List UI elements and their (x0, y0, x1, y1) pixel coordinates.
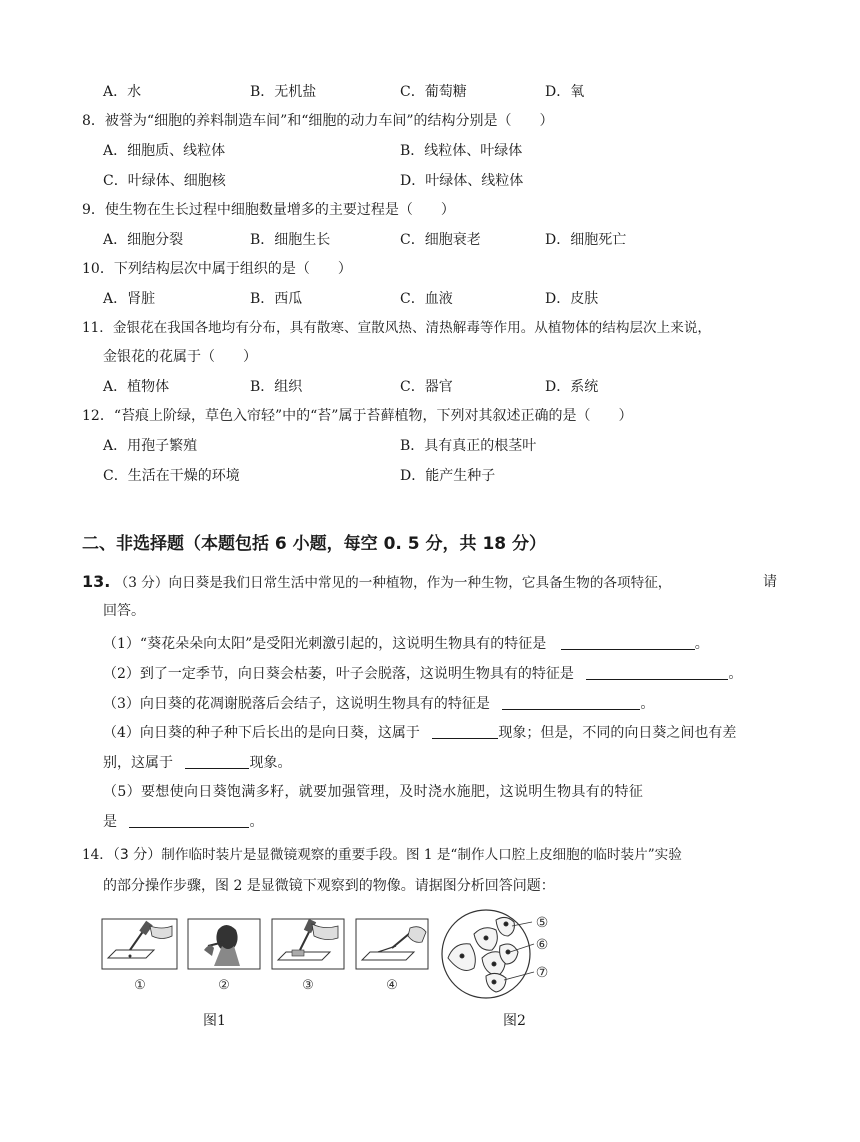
q9-option-a: A．细胞分裂 (103, 232, 184, 248)
q13-sub5-line1: （5）要想使向日葵饱满多籽，就要加强管理，及时浇水施肥，这说明生物具有的特征 (103, 784, 644, 800)
label-5: ⑤ (535, 915, 549, 931)
q13-stem-line2: 回答。 (103, 603, 145, 619)
step-2-label: ② (218, 978, 230, 993)
step-3-label: ③ (302, 978, 314, 993)
q13-sub3 (103, 694, 654, 714)
q7-option-d: D．氧 (545, 84, 585, 100)
q14-stem-line2: 的部分操作步骤，图 2 是显微镜下观察到的物像。请据图分析回答问题： (103, 878, 555, 894)
q13-sub2 (103, 664, 742, 684)
q9-option-b: B．细胞生长 (250, 232, 331, 248)
q13-number: 13. (82, 572, 111, 591)
q13-stem-text: 向日葵是我们日常生活中常见的一种植物，作为一种生物，它具备生物的各项特征， (168, 575, 672, 591)
q8-option-d: D．叶绿体、线粒体 (400, 173, 524, 189)
q7-option-b: B．无机盐 (250, 84, 317, 100)
q11-option-c: C．器官 (400, 379, 453, 395)
q8-stem: 8．被誉为“细胞的养料制造车间”和“细胞的动力车间”的结构分别是（ ） (82, 113, 554, 129)
q13-blank-1[interactable] (561, 635, 695, 650)
q13-sub2-period: 。 (728, 666, 743, 682)
figure-1-caption: 图1 (203, 1013, 226, 1029)
q11-option-d: D．系统 (545, 379, 599, 395)
q13-sub5-period: 。 (249, 814, 264, 830)
q9-option-c: C．细胞衰老 (400, 232, 481, 248)
q8-option-b: B．线粒体、叶绿体 (400, 143, 523, 159)
q11-option-b: B．组织 (250, 379, 303, 395)
q13-sub5-line2 (103, 812, 263, 832)
q13-sub2-text: （2）到了一定季节，向日葵会枯萎，叶子会脱落，这说明生物具有的特征是 (103, 666, 574, 682)
q11-option-a: A．植物体 (103, 379, 170, 395)
q13-blank-2[interactable] (586, 665, 728, 680)
q10-option-d: D．皮肤 (545, 291, 599, 307)
q13-sub4-text-d: 现象。 (249, 755, 292, 771)
q13-sub4-text-b: 现象；但是，不同的向日葵之间也有差 (498, 725, 737, 741)
q13-sub4-text-a: （4）向日葵的种子种下后长出的是向日葵，这属于 (103, 725, 420, 741)
q10-option-a: A．肾脏 (103, 291, 156, 307)
q14-number: 14． (82, 847, 113, 863)
label-6: ⑥ (535, 937, 549, 953)
figure-2-caption: 图2 (503, 1013, 526, 1029)
q12-option-c: C．生活在干燥的环境 (103, 468, 240, 484)
label-7: ⑦ (535, 965, 549, 981)
q12-option-b: B．具有真正的根茎叶 (400, 438, 537, 454)
step-1-dropper-icon (102, 919, 177, 969)
q13-stem-end: 请 (763, 574, 777, 590)
step-1-label: ① (134, 978, 146, 993)
q11-stem-line2: 金银花的花属于（ ） (103, 349, 257, 365)
q13-sub4-line2 (103, 753, 291, 773)
figure-1-steps (100, 916, 430, 996)
q14-score: （3 分） (112, 847, 162, 863)
q13-blank-4[interactable] (432, 724, 498, 739)
q7-option-a: A．水 (103, 84, 142, 100)
q9-option-d: D．细胞死亡 (545, 232, 627, 248)
figure-2-microscope-view (438, 906, 560, 1006)
q13-score: （3 分） (114, 575, 169, 591)
q13-sub1-period: 。 (694, 636, 709, 652)
q13-stem-line1 (82, 572, 671, 593)
q13-blank-6[interactable] (129, 813, 249, 828)
q10-option-c: C．血液 (400, 291, 453, 307)
q14-stem-line1 (82, 845, 682, 865)
q12-option-a: A．用孢子繁殖 (103, 438, 198, 454)
q13-sub3-period: 。 (640, 696, 655, 712)
step-4-label: ④ (386, 978, 398, 993)
q7-option-c: C．葡萄糖 (400, 84, 467, 100)
q8-option-c: C．叶绿体、细胞核 (103, 173, 226, 189)
q14-stem-text: 制作临时装片是显微镜观察的重要手段。图 1 是“制作人口腔上皮细胞的临时装片”实验 (161, 847, 682, 863)
q12-option-d: D．能产生种子 (400, 468, 496, 484)
q13-sub4-text-c: 别，这属于 (103, 755, 173, 771)
q13-sub1 (103, 634, 709, 654)
q10-option-b: B．西瓜 (250, 291, 303, 307)
q9-stem: 9．使生物在生长过程中细胞数量增多的主要过程是（ ） (82, 202, 455, 218)
step-4-coverslip-icon (356, 919, 428, 969)
step-3-stain-icon (272, 919, 344, 969)
q13-sub5-text-b: 是 (103, 814, 117, 830)
q13-sub3-text: （3）向日葵的花凋谢脱落后会结子，这说明生物具有的特征是 (103, 696, 490, 712)
q13-sub1-text: （1）“葵花朵朵向太阳”是受阳光刺激引起的，这说明生物具有的特征是 (103, 636, 547, 652)
q12-stem: 12．“苔痕上阶绿，草色入帘轻”中的“苔”属于苔藓植物，下列对其叙述正确的是（ ） (82, 408, 633, 424)
q11-stem-line1: 11．金银花在我国各地均有分布，具有散寒、宣散风热、清热解毒等作用。从植物体的结构层次上来说， (82, 320, 712, 336)
section-title: 二、非选择题（本题包括 6 小题，每空 0. 5 分，共 18 分） (82, 534, 547, 554)
q13-blank-5[interactable] (185, 754, 249, 769)
q10-stem: 10．下列结构层次中属于组织的是（ ） (82, 261, 352, 277)
cells-icon (448, 917, 518, 992)
q8-option-a: A．细胞质、线粒体 (103, 143, 226, 159)
q13-blank-3[interactable] (502, 695, 640, 710)
step-2-person-icon (188, 919, 260, 969)
q13-sub4-line1 (103, 723, 736, 743)
